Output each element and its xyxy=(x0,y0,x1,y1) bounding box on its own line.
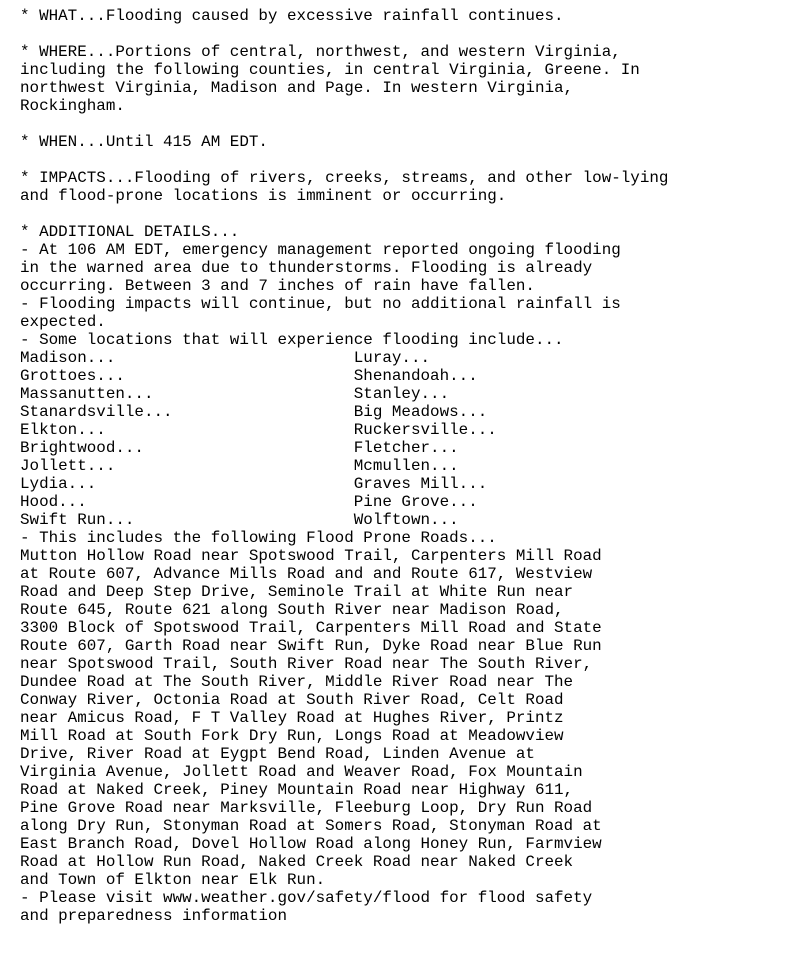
text-line: Brightwood... Fletcher... xyxy=(20,439,459,457)
text-line: East Branch Road, Dovel Hollow Road along Honey Run, Farmview xyxy=(20,835,602,853)
text-line: Lydia... Graves Mill... xyxy=(20,475,488,493)
text-line: Route 607, Garth Road near Swift Run, Dyke Road near Blue Run xyxy=(20,637,602,655)
text-line: Virginia Avenue, Jollett Road and Weaver Road, Fox Mountain xyxy=(20,763,583,781)
text-line xyxy=(20,25,668,43)
text-line: * IMPACTS...Flooding of rivers, creeks, streams, and other low-lying xyxy=(20,169,669,187)
text-line: occurring. Between 3 and 7 inches of rain have fallen. xyxy=(20,277,535,295)
text-line: Mutton Hollow Road near Spotswood Trail, Carpenters Mill Road xyxy=(20,547,602,565)
text-line: Drive, River Road at Eygpt Bend Road, Linden Avenue at xyxy=(20,745,535,763)
text-line: - This includes the following Flood Prone Roads... xyxy=(20,529,497,547)
text-line: Road at Hollow Run Road, Naked Creek Road near Naked Creek xyxy=(20,853,574,871)
text-line: Massanutten... Stanley... xyxy=(20,385,450,403)
text-line: near Spotswood Trail, South River Road near The South River, xyxy=(20,655,593,673)
text-line: expected. xyxy=(20,313,106,331)
text-line: Mill Road at South Fork Dry Run, Longs Road at Meadowview xyxy=(20,727,564,745)
text-line: Stanardsville... Big Meadows... xyxy=(20,403,488,421)
text-line: - Some locations that will experience flooding include... xyxy=(20,331,564,349)
text-line xyxy=(20,115,668,133)
text-line: and Town of Elkton near Elk Run. xyxy=(20,871,326,889)
text-line: Madison... Luray... xyxy=(20,349,431,367)
text-line: Road at Naked Creek, Piney Mountain Road near Highway 611, xyxy=(20,781,574,799)
text-line: - At 106 AM EDT, emergency management reported ongoing flooding xyxy=(20,241,621,259)
text-line: Pine Grove Road near Marksville, Fleeburg Loop, Dry Run Road xyxy=(20,799,593,817)
text-line: including the following counties, in central Virginia, Greene. In xyxy=(20,61,640,79)
text-line: Route 645, Route 621 along South River near Madison Road, xyxy=(20,601,564,619)
text-line: * ADDITIONAL DETAILS... xyxy=(20,223,240,241)
text-line: at Route 607, Advance Mills Road and and Route 617, Westview xyxy=(20,565,593,583)
flood-warning-text xyxy=(20,7,668,925)
text-line: - Please visit www.weather.gov/safety/flood for flood safety xyxy=(20,889,593,907)
text-line: Elkton... Ruckersville... xyxy=(20,421,497,439)
text-line: Dundee Road at The South River, Middle River Road near The xyxy=(20,673,574,691)
text-line: Road and Deep Step Drive, Seminole Trail at White Run near xyxy=(20,583,574,601)
text-line: Rockingham. xyxy=(20,97,125,115)
text-line: 3300 Block of Spotswood Trail, Carpenters Mill Road and State xyxy=(20,619,602,637)
text-line: Grottoes... Shenandoah... xyxy=(20,367,478,385)
text-line: along Dry Run, Stonyman Road at Somers Road, Stonyman Road at xyxy=(20,817,602,835)
text-line: * WHAT...Flooding caused by excessive rainfall continues. xyxy=(20,7,564,25)
text-line: Swift Run... Wolftown... xyxy=(20,511,459,529)
text-line: Jollett... Mcmullen... xyxy=(20,457,459,475)
text-line: northwest Virginia, Madison and Page. In western Virginia, xyxy=(20,79,574,97)
text-line: Hood... Pine Grove... xyxy=(20,493,478,511)
text-line: Conway River, Octonia Road at South River Road, Celt Road xyxy=(20,691,564,709)
text-line xyxy=(20,205,668,223)
text-line: * WHEN...Until 415 AM EDT. xyxy=(20,133,268,151)
text-line: - Flooding impacts will continue, but no additional rainfall is xyxy=(20,295,621,313)
text-line: in the warned area due to thunderstorms. Flooding is already xyxy=(20,259,593,277)
text-line: near Amicus Road, F T Valley Road at Hughes River, Printz xyxy=(20,709,564,727)
text-line: and flood-prone locations is imminent or occurring. xyxy=(20,187,507,205)
text-line: * WHERE...Portions of central, northwest, and western Virginia, xyxy=(20,43,621,61)
text-line: and preparedness information xyxy=(20,907,288,925)
text-line xyxy=(20,151,668,169)
